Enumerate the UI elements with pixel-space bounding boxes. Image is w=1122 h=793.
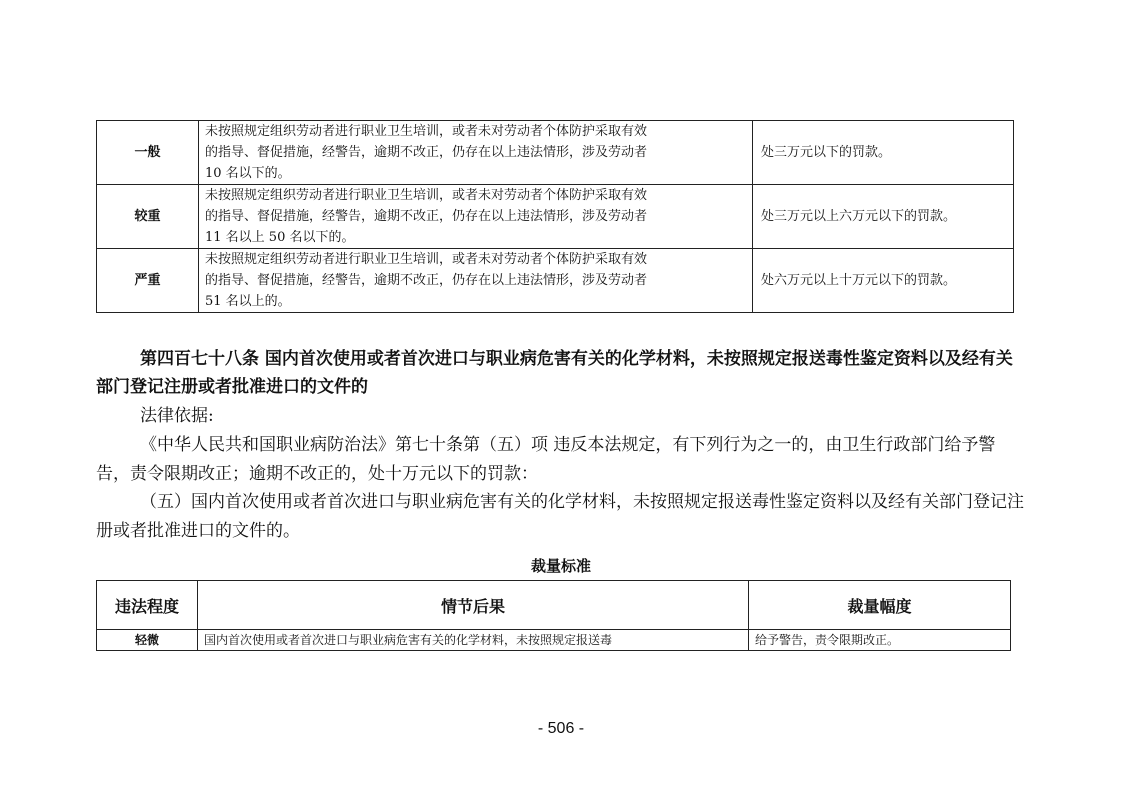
column-header: 违法程度 [97, 581, 198, 630]
article-heading: 第四百七十八条 国内首次使用或者首次进口与职业病危害有关的化学材料，未按照规定报送毒性鉴定资料以及经有关部门登记注册或者批准进口的文件的 [96, 349, 1013, 397]
violation-description: 国内首次使用或者首次进口与职业病危害有关的化学材料，未按照规定报送毒 [198, 630, 749, 651]
column-header: 情节后果 [198, 581, 749, 630]
severity-level: 一般 [97, 121, 199, 185]
table-row [97, 185, 1014, 249]
table-row [97, 630, 1011, 651]
penalty-amount: 处三万元以上六万元以下的罚款。 [753, 185, 1014, 249]
table-row [97, 249, 1014, 313]
description-line: 未按照规定组织劳动者进行职业卫生培训，或者未对劳动者个体防护采取有效 [205, 124, 648, 139]
table-row [97, 121, 1014, 185]
severity-level: 较重 [97, 185, 199, 249]
severity-level: 轻微 [97, 630, 198, 651]
violation-description [199, 249, 753, 313]
description-line: 的指导、督促措施，经警告，逾期不改正，仍存在以上违法情形，涉及劳动者 [205, 145, 648, 160]
description-line: 10 名以下的。 [205, 166, 291, 181]
legal-item-text: （五）国内首次使用或者首次进口与职业病危害有关的化学材料，未按照规定报送毒性鉴定资料以及经有关部门登记注册或者批准进口的文件的。 [96, 492, 1024, 541]
description-line: 未按照规定组织劳动者进行职业卫生培训，或者未对劳动者个体防护采取有效 [205, 252, 648, 267]
standard-table-caption: 裁量标准 [530, 557, 591, 575]
description-line: 51 名以上的。 [205, 294, 291, 309]
column-header: 裁量幅度 [749, 581, 1011, 630]
legal-basis-text: 《中华人民共和国职业病防治法》第七十条第（五）项 违反本法规定，有下列行为之一的，由卫生行政部门给予警告，责令限期改正；逾期不改正的，处十万元以下的罚款： [96, 435, 996, 484]
description-line: 未按照规定组织劳动者进行职业卫生培训，或者未对劳动者个体防护采取有效 [205, 188, 648, 203]
description-line: 的指导、督促措施，经警告，逾期不改正，仍存在以上违法情形，涉及劳动者 [205, 273, 648, 288]
penalty-table-top [96, 120, 1014, 313]
legal-basis-label: 法律依据: [140, 406, 214, 426]
violation-description [199, 185, 753, 249]
standard-table [96, 580, 1011, 651]
description-line: 的指导、督促措施，经警告，逾期不改正，仍存在以上违法情形，涉及劳动者 [205, 209, 648, 224]
penalty-amount: 处六万元以上十万元以下的罚款。 [753, 249, 1014, 313]
page-number: - 506 - [537, 720, 585, 737]
penalty-amount: 处三万元以下的罚款。 [753, 121, 1014, 185]
description-line: 11 名以上 50 名以下的。 [205, 230, 355, 245]
violation-description [199, 121, 753, 185]
table-header-row [97, 581, 1011, 630]
severity-level: 严重 [97, 249, 199, 313]
penalty-amount: 给予警告，责令限期改正。 [749, 630, 1011, 651]
